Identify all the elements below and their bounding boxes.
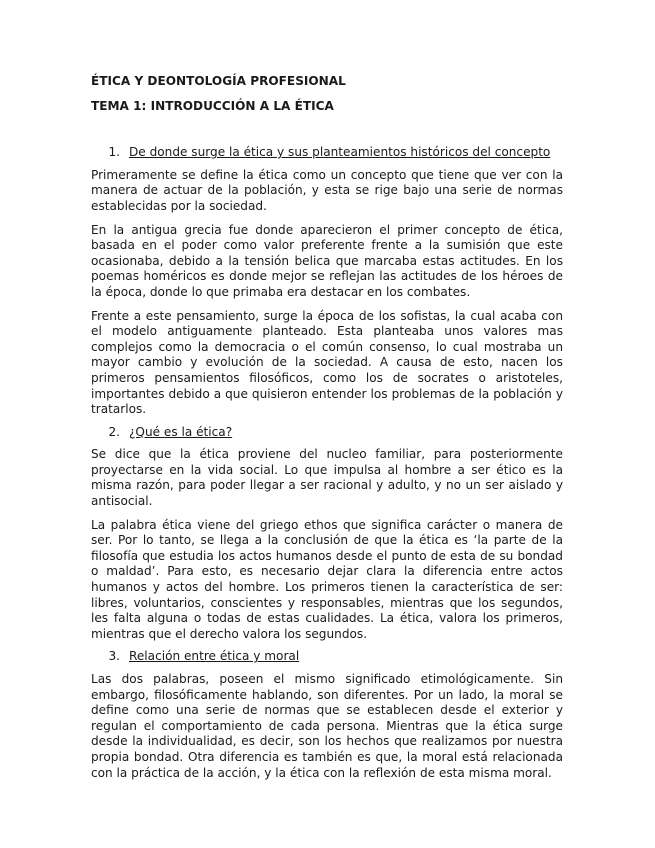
section-heading	[91, 425, 563, 441]
section-heading-text: ¿Qué es la ética?	[129, 424, 233, 439]
paragraph: La palabra ética viene del griego ethos que significa carácter o manera de ser. Por lo tanto, se llega a la conclusión de que la ética es ‘la parte de la filosofía que estudia los actos humanos desde el punto de esta de su bondad o maldad’. Para esto, es necesario dejar clara la diferencia entre actos humanos y actos del hombre. Los primeros tienen la característica de ser: libres, voluntarios, conscientes y responsables, mientras que los segundos, les falta alguna o todas de estas cualidades. La ética, valora los primeros, mientras que el derecho valora los segundos.	[91, 517, 563, 641]
paragraph: En la antigua grecia fue donde aparecieron el primer concepto de ética, basada en el poder como valor preferente frente a la sumisión que este ocasionaba, debido a la tensión belica que marcaba estas actitudes. En los poemas homéricos es donde mejor se reflejan las actitudes de los héroes de la época, donde lo que primaba era destacar en los combates.	[91, 222, 563, 299]
paragraph: Frente a este pensamiento, surge la época de los sofistas, la cual acaba con el modelo antiguamente planteado. Esta planteaba unos valores mas complejos como la democracia o el común consenso, lo cual mostraba un mayor cambio y evolución de la sociedad. A causa de esto, nacen los primeros pensamientos filosóficos, como los de socrates o aristoteles, importantes debido a que quisieron entender los problemas de la población y tratarlos.	[91, 308, 563, 417]
section-heading-text: Relación entre ética y moral	[129, 649, 300, 664]
paragraph: Las dos palabras, poseen el mismo significado etimológicamente. Sin embargo, filosóficamente hablando, son diferentes. Por un lado, la moral se define como una serie de normas que se establecen desde el exterior y regulan el comportamiento de cada persona. Mientras que la ética surge desde la individualidad, es decir, son los hechos que realizamos por nuestra propia bondad. Otra diferencia es también es que, la moral está relacionada con la práctica de la acción, y la ética con la reflexión de esta misma moral.	[91, 672, 563, 780]
paragraph: Se dice que la ética proviene del nucleo familiar, para posteriormente proyectarse en la vida social. Lo que impulsa al hombre a ser ético es la misma razón, para poder llegar a ser racional y adulto, y no un ser aislado y antisocial.	[91, 447, 563, 509]
section-heading-text: De donde surge la ética y sus planteamientos históricos del concepto	[129, 145, 551, 160]
paragraph: Primeramente se define la ética como un concepto que tiene que ver con la manera de actuar de la población, y esta se rige bajo una serie de normas establecidas por la sociedad.	[91, 167, 563, 213]
section-number: 1.	[108, 145, 120, 160]
document-title: ÉTICA Y DEONTOLOGÍA PROFESIONAL	[91, 74, 346, 88]
section-heading	[91, 649, 563, 665]
topic-title: TEMA 1: INTRODUCCIÓN A LA ÉTICA	[91, 98, 334, 113]
section-number: 3.	[108, 649, 120, 664]
section-heading	[91, 145, 563, 161]
document-body	[91, 74, 563, 789]
section-number: 2.	[108, 424, 120, 439]
